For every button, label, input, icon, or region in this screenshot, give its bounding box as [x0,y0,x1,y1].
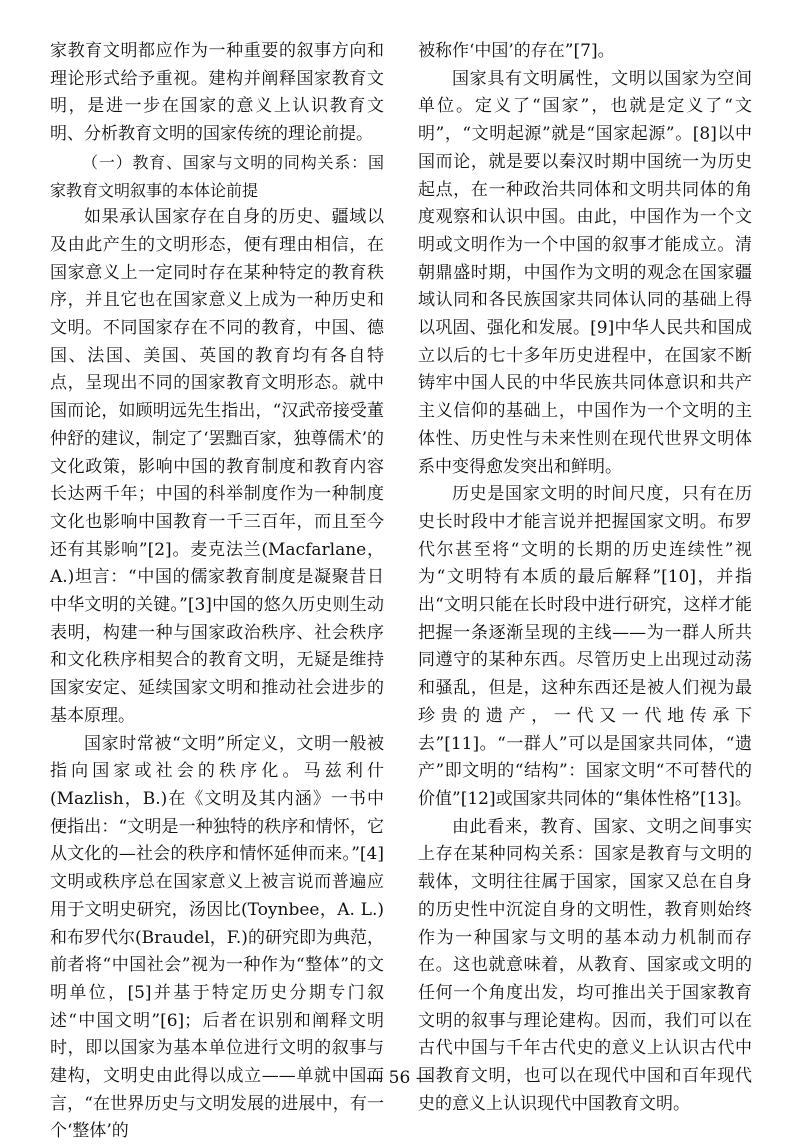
section-subheading: （一）教育、国家与文明的同构关系：国家教育文明叙事的本体论前提 [50,152,384,200]
paragraph: 由此看来，教育、国家、文明之间事实上存在某种同构关系：国家是教育与文明的载体，文明往往属于国家，国家又总在自身的历史性中沉淀自身的文明性，教育则始终作为一种国家与文明的基本动力机制而存在。这也就意味着，从教育、国家或文明的任何一个角度出发，均可推出关于国家教育文明的叙事与理论建构。因而，我们可以在古代中国与千年古代史的意义上认识古代中国教育文明，也可以在现代中国和百年现代史的意义上认识现代中国教育文明。 [418,816,752,1114]
left-column [50,38,384,1146]
paragraph: 历史是国家文明的时间尺度，只有在历史长时段中才能言说并把握国家文明。布罗代尔甚至将“文明的长期的历史连续性”视为“文明特有本质的最后解释”[10]，并指出“文明只能在长时段中进行研究，这样才能把握一条逐渐呈现的主线——为一群人所共同遵守的某种东西。尽管历史上出现过动荡和骚乱，但是，这种东西还是被人们视为最珍贵的遗产，一代又一代地传承下去”[11]。“一群人”可以是国家共同体，“遗产”即文明的“结构”：国家文明“不可替代的价值”[12]或国家共同体的“集体性格”[13]。 [418,484,752,809]
paragraph: 国家具有文明属性，文明以国家为空间单位。定义了“国家”，也就是定义了“文明”，“文明起源”就是“国家起源”。[8]以中国而论，就是要以秦汉时期中国统一为历史起点，在一种政治共同体和文明共同体的角度观察和认识中国。由此，中国作为一个文明或文明作为一个中国的叙事才能成立。清朝鼎盛时期，中国作为文明的观念在国家疆域认同和各民族国家共同体认同的基础上得以巩固、强化和发展。[9]中华人民共和国成立以后的七十多年历史进程中，在国家不断铸牢中国人民的中华民族共同体意识和共产主义信仰的基础上，中国作为一个文明的主体性、历史性与未来性则在现代世界文明体系中变得愈发突出和鲜明。 [418,68,752,477]
page-number: — 56 — [366,1068,433,1088]
paragraph-continuation: 被称作‘中国’的存在”[7]。 [418,41,615,61]
paragraph: 如果承认国家存在自身的历史、疆域以及由此产生的文明形态，便有理由相信，在国家意义上一定同时存在某种特定的教育秩序，并且它也在国家意义上成为一种历史和文明。不同国家存在不同的教育，中国、德国、法国、美国、英国的教育均有各自特点，呈现出不同的国家教育文明形态。就中国而论，如顾明远先生指出，“汉武帝接受董仲舒的建议，制定了‘罢黜百家，独尊儒术’的文化政策，影响中国的教育制度和教育内容长达两千年；中国的科举制度作为一种制度文化也影响中国教育一千三百年，而且至今还有其影响”[2]。麦克法兰(Macfarlane，A.)坦言：“中国的儒家教育制度是凝聚昔日中华文明的关键。”[3]中国的悠久历史则生动表明，构建一种与国家政治秩序、社会秩序和文化秩序相契合的教育文明，无疑是维持国家安定、延续国家文明和推动社会进步的基本原理。 [50,207,384,726]
paragraph-continuation: 家教育文明都应作为一种重要的叙事方向和理论形式给予重视。建构并阐释国家教育文明，是进一步在国家的意义上认识教育文明、分析教育文明的国家传统的理论前提。 [50,41,384,145]
paragraph: 国家时常被“文明”所定义，文明一般被指向国家或社会的秩序化。马兹利什(Mazlish，B.)在《文明及其内涵》一书中便指出：“文明是一种独特的秩序和情怀，它从文化的—社会的秩序和情怀延伸而来。”[4]文明或秩序总在国家意义上被言说而普遍应用于文明史研究，汤因比(Toynbee，A. L.)和布罗代尔(Braudel，F.)的研究即为典范，前者将“中国社会”视为一种作为“整体”的文明单位，[5]并基于特定历史分期专门叙述“中国文明”[6]；后者在识别和阐释文明时，即以国家为基本单位进行文明的叙事与建构，文明史由此得以成立——单就中国而言，“在世界历史与文明发展的进展中，有一个‘整体’的 [50,733,384,1142]
right-column [418,38,752,1118]
